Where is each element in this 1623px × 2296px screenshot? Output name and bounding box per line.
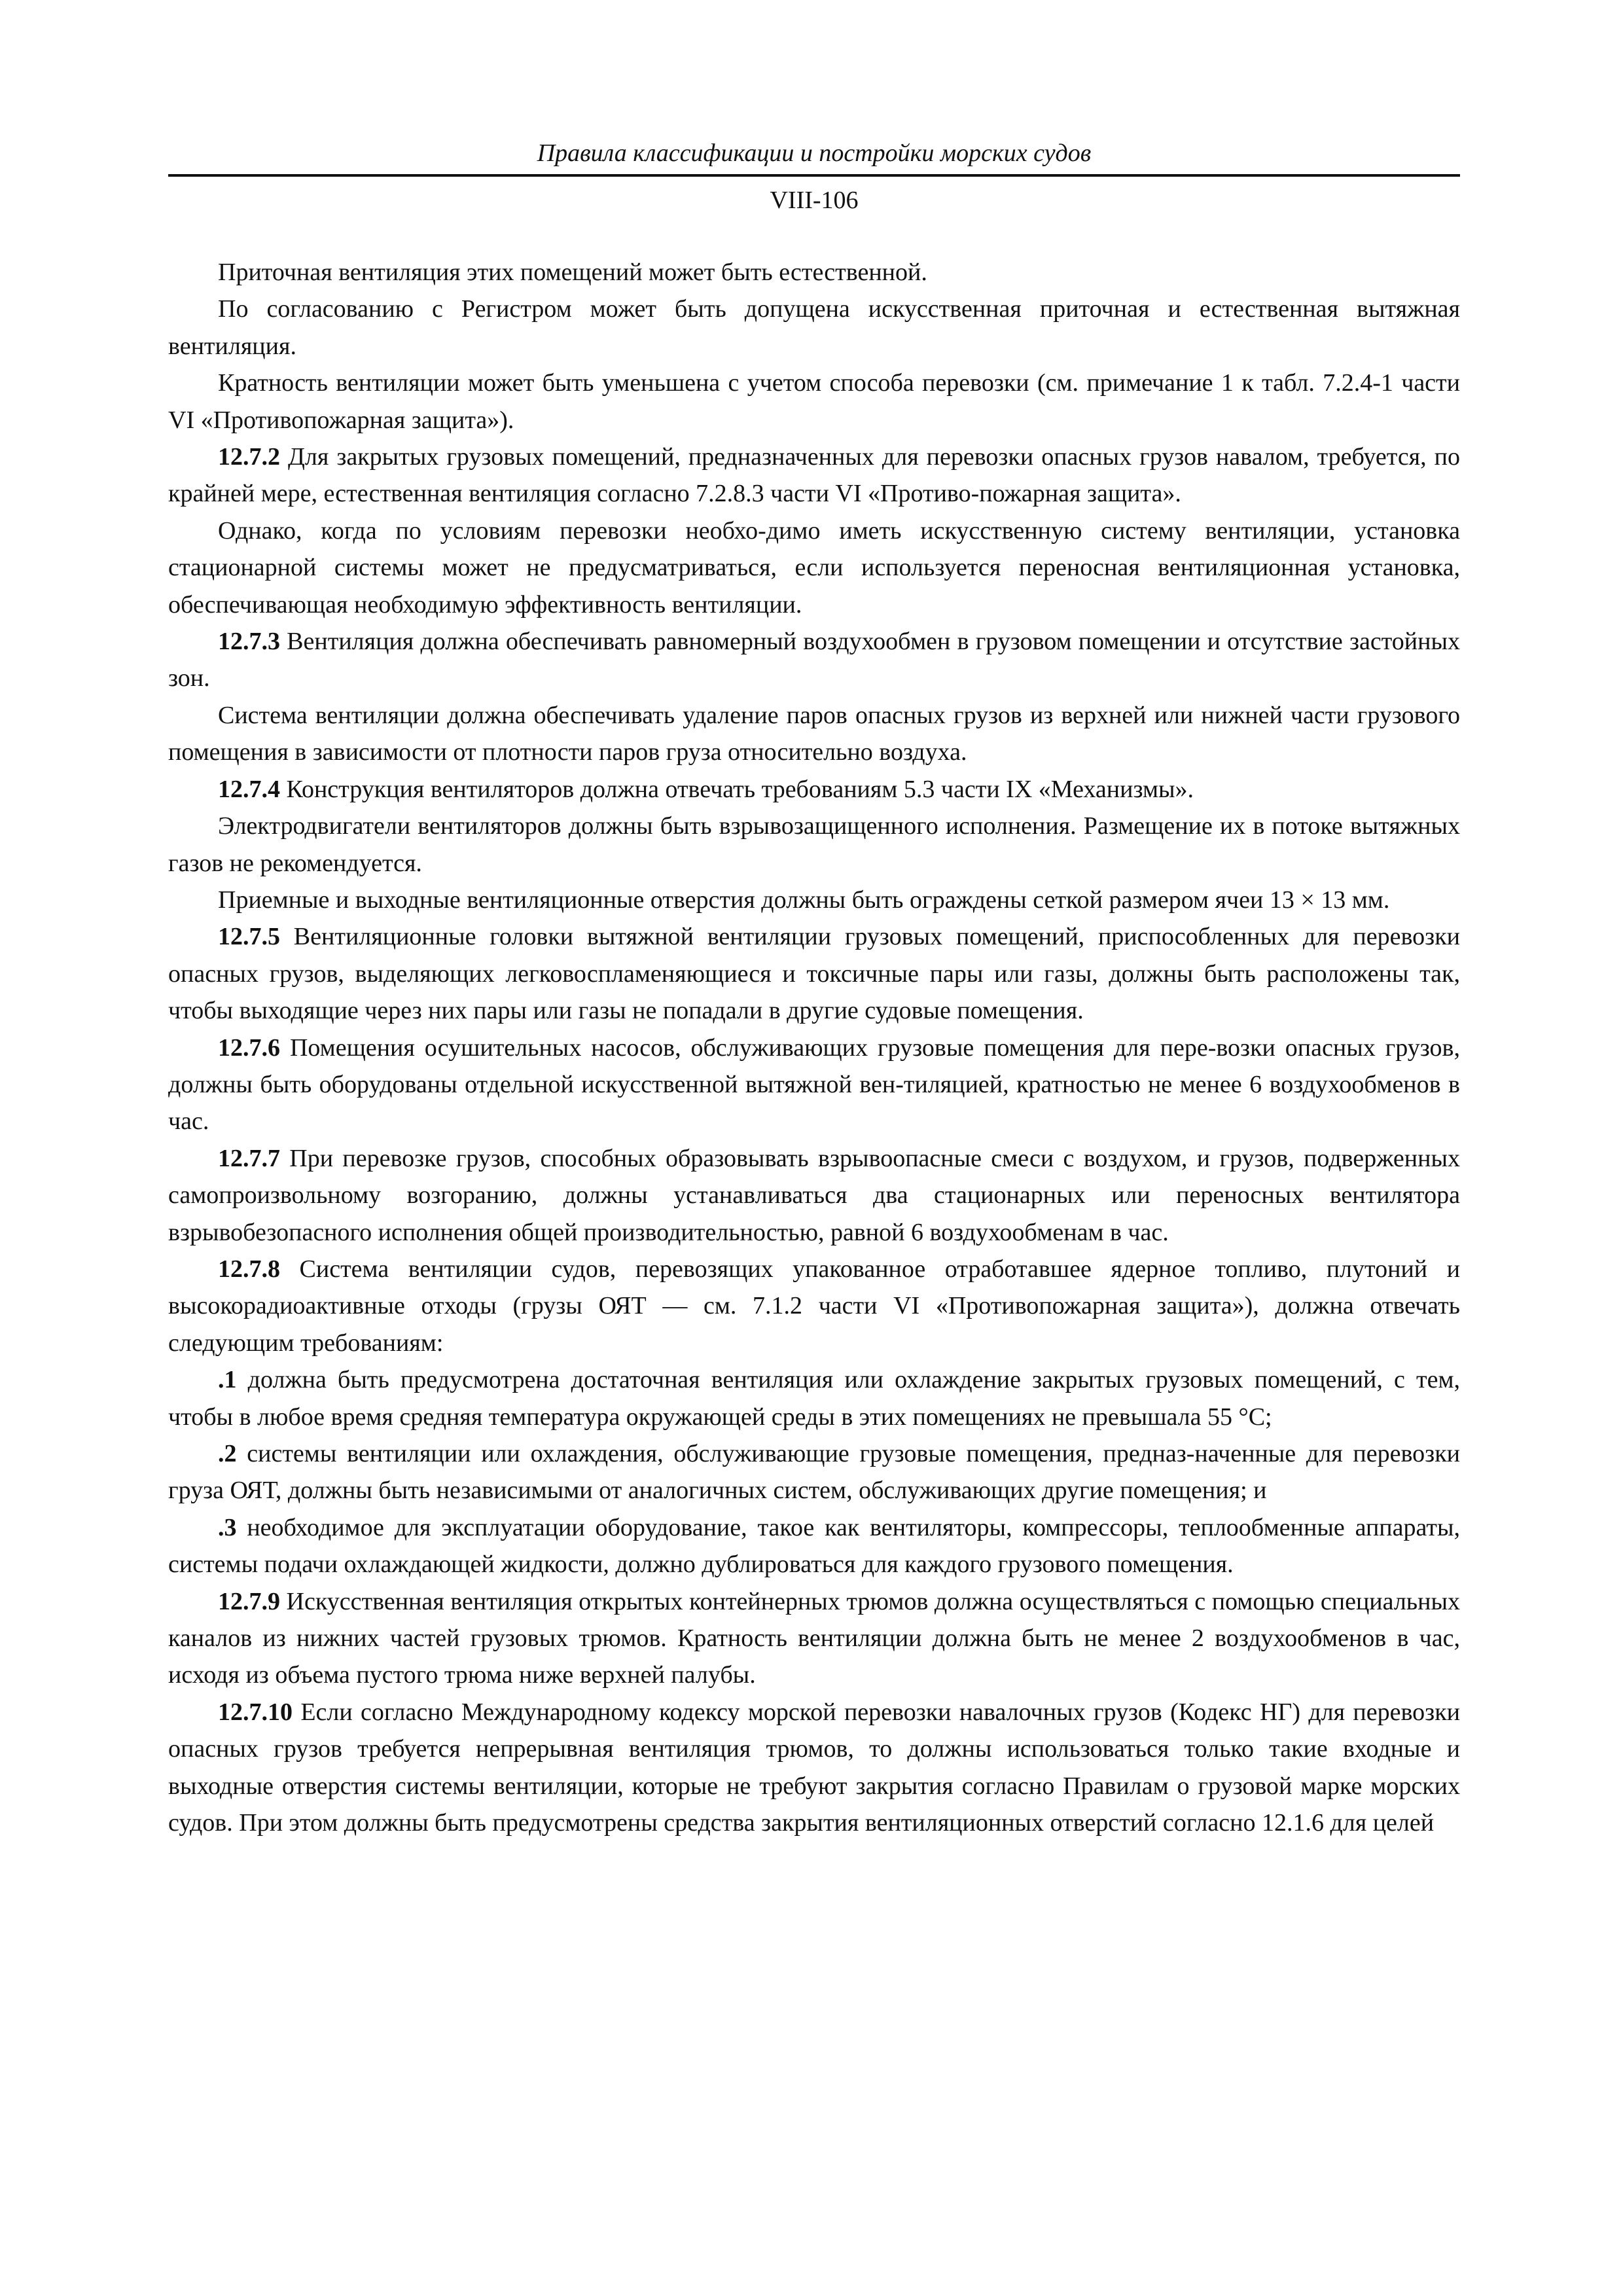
clause-number: 12.7.10 xyxy=(218,1698,293,1726)
paragraph xyxy=(168,1361,1460,1435)
clause-number: 12.7.5 xyxy=(218,923,280,951)
paragraph-text: Вентиляционные головки вытяжной вентиляции грузовых помещений, приспособленных для перевозки опасных грузов, выделяющих легковоспламеняющиеся и токсичные пары или газы, должны быть расположены так, чтобы выходящие через них пары или газы не попадали в другие судовые помещения. xyxy=(168,923,1460,1025)
running-header-title: Правила классификации и постройки морских судов xyxy=(537,139,1092,167)
paragraph-text: Помещения осушительных насосов, обслуживающих грузовые помещения для пере-возки опасных грузов, должны быть оборудованы отдельной искусственной вытяжной вен-тиляцией, кратностью не менее 6 воздухообменов в час. xyxy=(168,1033,1460,1136)
paragraph xyxy=(168,771,1460,808)
paragraph xyxy=(168,882,1460,918)
paragraph-text: системы вентиляции или охлаждения, обслуживающие грузовые помещения, предназ-наченные для перевозки груза ОЯТ, должны быть независимыми от аналогичных систем, обслуживающих другие помещения; и xyxy=(168,1440,1460,1505)
paragraph xyxy=(168,623,1460,697)
page-number: VIII-106 xyxy=(770,187,859,214)
clause-number: 12.7.7 xyxy=(218,1144,280,1172)
header-divider xyxy=(168,174,1460,177)
clause-number: 12.7.2 xyxy=(218,443,280,471)
paragraph-text: По согласованию с Регистром может быть допущена искусственная приточная и естественная вытяжная вентиляция. xyxy=(168,295,1460,360)
clause-number: 12.7.4 xyxy=(218,775,280,803)
clause-number: 12.7.8 xyxy=(218,1255,280,1283)
clause-number: 12.7.6 xyxy=(218,1033,280,1062)
paragraph xyxy=(168,1509,1460,1583)
paragraph xyxy=(168,512,1460,623)
paragraph-text: должна быть предусмотрена достаточная вентиляция или охлаждение закрытых грузовых помещений, с тем, чтобы в любое время средняя температура окружающей среды в этих помещениях не превышала 55 °С; xyxy=(168,1366,1460,1431)
paragraph xyxy=(168,1435,1460,1509)
paragraph-text: При перевозке грузов, способных образовывать взрывоопасные смеси с воздухом, и грузов, подверженных самопроизвольному возгоранию, должны устанавливаться два стационарных или переносных вентилятора взрывобезопасного исполнения общей производительностью, равной 6 воздухообменам в час. xyxy=(168,1144,1460,1246)
paragraph xyxy=(168,254,1460,291)
paragraph-text: необходимое для эксплуатации оборудование, такое как вентиляторы, компрессоры, теплообменные аппараты, системы подачи охлаждающей жидкости, должно дублироваться для каждого грузового помещения. xyxy=(168,1513,1460,1579)
paragraph-text: Конструкция вентиляторов должна отвечать требованиям 5.3 части IX «Механизмы». xyxy=(280,775,1194,803)
paragraph xyxy=(168,697,1460,771)
paragraph-text: Если согласно Международному кодексу морской перевозки навалочных грузов (Кодекс НГ) для перевозки опасных грузов требуется непрерывная вентиляция трюмов, то должны использоваться только такие входные и выходные отверстия системы вентиляции, которые не требуют закрытия согласно Правилам о грузовой марке морских судов. При этом должны быть предусмотрены средства закрытия вентиляционных отверстий согласно 12.1.6 для целей xyxy=(168,1698,1460,1837)
paragraph xyxy=(168,1030,1460,1140)
clause-number: .3 xyxy=(218,1513,237,1541)
clause-number: .1 xyxy=(218,1366,237,1394)
paragraph xyxy=(168,1251,1460,1361)
paragraph-text: Система вентиляции должна обеспечивать удаление паров опасных грузов из верхней или нижней части грузового помещения в зависимости от плотности паров груза относительно воздуха. xyxy=(168,701,1460,766)
paragraph xyxy=(168,365,1460,439)
paragraph-text: Электродвигатели вентиляторов должны быть взрывозащищенного исполнения. Размещение их в потоке вытяжных газов не рекомендуется. xyxy=(168,812,1460,877)
paragraph-text: Для закрытых грузовых помещений, предназначенных для перевозки опасных грузов навалом, требуется, по крайней мере, естественная вентиляция согласно 7.2.8.3 части VI «Противо-пожарная защита». xyxy=(168,443,1460,508)
paragraph-text: Искусственная вентиляция открытых контейнерных трюмов должна осуществляться с помощью специальных каналов из нижних частей грузовых трюмов. Кратность вентиляции должна быть не менее 2 воздухообменов в час, исходя из объема пустого трюма ниже верхней палубы. xyxy=(168,1587,1460,1689)
paragraph-text: Кратность вентиляции может быть уменьшена с учетом способа перевозки (см. примечание 1 к табл. 7.2.4-1 части VI «Противопожарная защита»). xyxy=(168,369,1460,434)
paragraph xyxy=(168,1140,1460,1251)
paragraph xyxy=(168,918,1460,1029)
paragraph-text: Приточная вентиляция этих помещений может быть естественной. xyxy=(218,259,927,286)
clause-number: 12.7.9 xyxy=(218,1587,280,1615)
paragraph-text: Однако, когда по условиям перевозки необхо-димо иметь искусственную систему вентиляции, установка стационарной системы может не предусматриваться, если используется переносная вентиляционная установка, обеспечивающая необходимую эффективность вентиляции. xyxy=(168,516,1460,619)
paragraph xyxy=(168,439,1460,512)
paragraph-text: Система вентиляции судов, перевозящих упакованное отработавшее ядерное топливо, плутоний и высокорадиоактивные отходы (грузы ОЯТ — см. 7.1.2 части VI «Противопожарная защита»), должна отвечать следующим требованиям: xyxy=(168,1255,1460,1357)
paragraph-text: Вентиляция должна обеспечивать равномерный воздухообмен в грузовом помещении и отсутствие застойных зон. xyxy=(168,628,1460,692)
paragraph xyxy=(168,1583,1460,1694)
clause-number: .2 xyxy=(218,1440,237,1467)
paragraph xyxy=(168,291,1460,365)
paragraph xyxy=(168,1694,1460,1842)
paragraph-text: Приемные и выходные вентиляционные отверстия должны быть ограждены сеткой размером ячеи 13 × 13 мм. xyxy=(218,886,1390,914)
clause-number: 12.7.3 xyxy=(218,628,280,656)
paragraph xyxy=(168,808,1460,882)
document-body xyxy=(168,254,1460,1841)
